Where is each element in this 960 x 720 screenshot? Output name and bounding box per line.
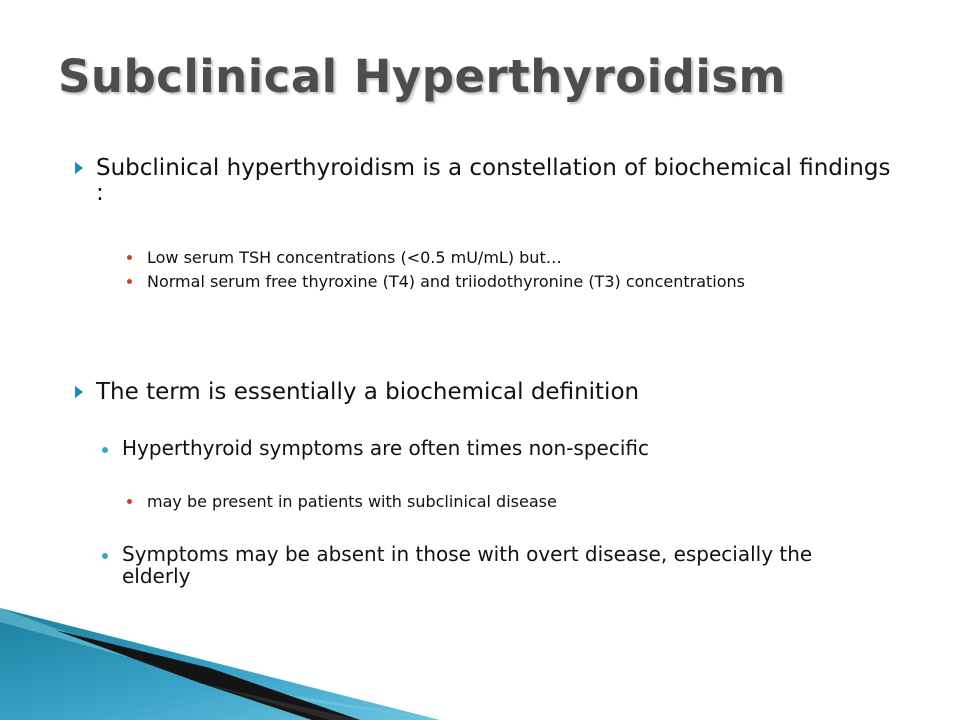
bullet-text: Hyperthyroid symptoms are often times non-specific (122, 436, 649, 460)
bullet-item-normal-t4-t3 (147, 272, 867, 291)
right-triangle-icon (75, 162, 83, 174)
bullet-text: Symptoms may be absent in those with overt disease, especially the elderly (122, 542, 813, 588)
slide-title: Subclinical Hyperthyroidism (58, 50, 786, 103)
light-stripe-shape (0, 608, 440, 720)
dot-icon (127, 499, 132, 504)
bullet-text: Normal serum free thyroxine (T4) and triiodothyronine (T3) concentrations (147, 272, 745, 291)
dot-icon (102, 553, 108, 559)
black-swoosh-shape (55, 630, 360, 720)
right-triangle-icon (75, 386, 83, 398)
bullet-text: The term is essentially a biochemical definition (96, 379, 640, 405)
bullet-item-definition (96, 156, 896, 206)
dot-icon (127, 279, 132, 284)
bullet-item-nonspecific-symptoms (122, 438, 882, 460)
bullet-item-subclinical-present (147, 492, 867, 511)
dot-icon (102, 447, 108, 453)
bullet-text: may be present in patients with subclinical disease (147, 492, 557, 511)
teal-wave-shape (0, 608, 440, 720)
bullet-text: Subclinical hyperthyroidism is a constellation of biochemical findings : (96, 155, 891, 206)
bullet-item-low-tsh (147, 248, 867, 267)
dot-icon (127, 255, 132, 260)
bullet-item-absent-overt (122, 544, 882, 587)
black-swoosh-tail-shape (200, 683, 360, 720)
bullet-text: Low serum TSH concentrations (<0.5 mU/mL) but… (147, 248, 562, 267)
bullet-item-biochemical-definition (96, 380, 896, 405)
